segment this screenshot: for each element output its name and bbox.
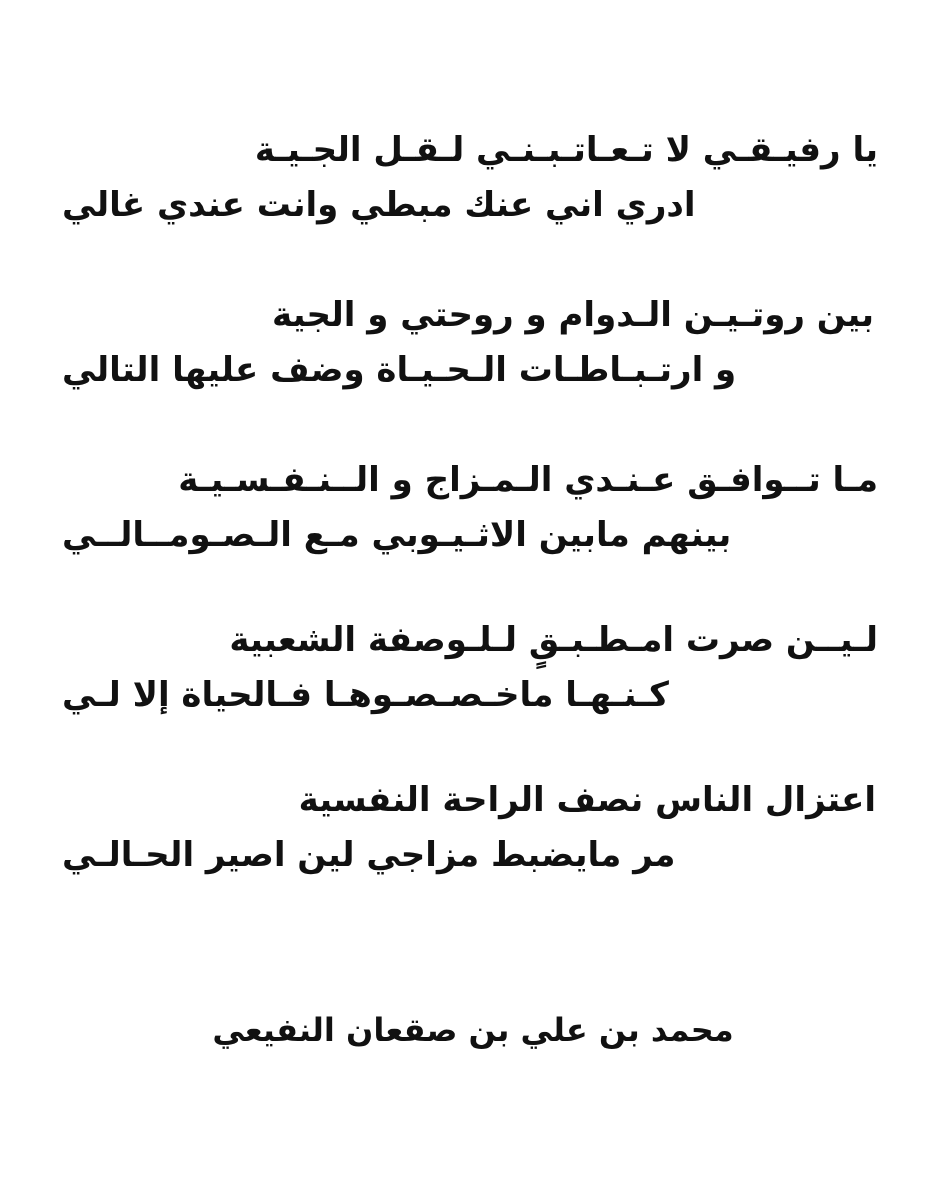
verse-3-first-hemistich: مـا تــوافـق عـنـدي الـمـزاج و الــنـفـسـيـة — [178, 460, 878, 500]
verse-3-second-hemistich: بينهم مابين الاثـيـوبي مـع الـصـومــالــي — [62, 515, 732, 555]
verse-5-second-hemistich: مر مايضبط مزاجي لين اصير الحـالـي — [62, 835, 676, 875]
author-signature: محمد بن علي بن صقعان النفيعي — [212, 1011, 734, 1049]
verse-1-second-hemistich: ادري اني عنك مبطي وانت عندي غالي — [62, 185, 696, 225]
verse-2-first-hemistich: بين روتـيـن الـدوام و روحتي و الجية — [271, 295, 874, 335]
verse-5-first-hemistich: اعتزال الناس نصف الراحة النفسية — [298, 780, 876, 820]
verse-2-second-hemistich: و ارتـبـاطـات الـحـيـاة وضف عليها التالي — [62, 350, 737, 390]
verse-4-first-hemistich: لـيــن صرت امـطـبـقٍ لـلـوصفة الشعبية — [229, 620, 878, 660]
verse-4-second-hemistich: كـنـهـا ماخـصـصـوهـا فـالحياة إلا لـي — [62, 675, 669, 715]
verse-1-first-hemistich: يا رفيـقـي لا تـعـاتـبـنـي لـقـل الجـيـة — [254, 130, 878, 170]
